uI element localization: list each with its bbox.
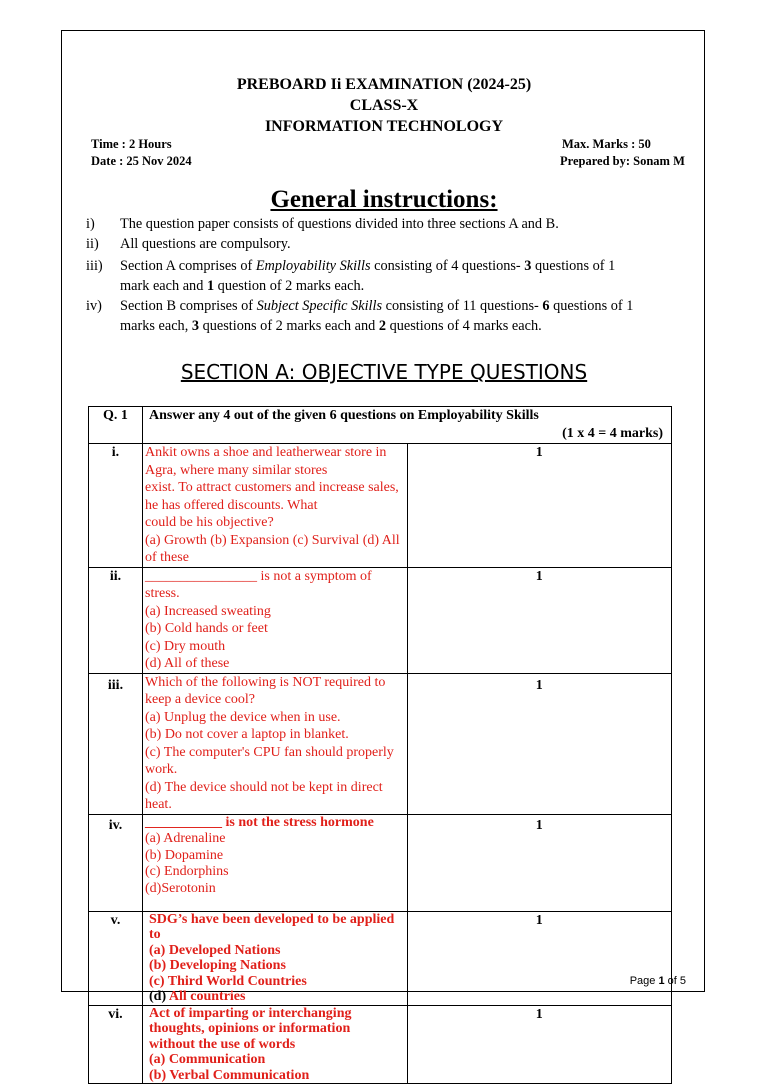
instruction-emphasis: Subject Specific Skills — [256, 298, 383, 314]
question-body — [143, 1005, 408, 1084]
date-info: Date : 25 Nov 2024 — [91, 154, 192, 168]
page-label: Page — [629, 975, 659, 987]
prepared-by-info: Prepared by: Sonam M — [560, 154, 685, 168]
question-text: SDG’s have been developed to be applied to — [149, 911, 395, 942]
table-row — [89, 911, 672, 1005]
instruction-text: question of 2 marks each. — [214, 278, 365, 294]
class-label: CLASS-X — [349, 97, 419, 114]
instruction-num: iv) — [86, 298, 102, 314]
question-num: iii. — [89, 673, 143, 814]
question-label: Q. 1 — [89, 407, 143, 444]
question-option: (c) Dry mouth — [145, 638, 226, 654]
option-text: All countries — [168, 989, 246, 1004]
section-a-title: SECTION A: OBJECTIVE TYPE QUESTIONS — [180, 360, 588, 384]
question-option: (b) Verbal Communication — [149, 1067, 310, 1083]
question-marks: 1 — [407, 444, 672, 568]
question-option: (d) The device should not be kept in direct heat. — [145, 779, 383, 812]
question-marks: 1 — [407, 567, 672, 673]
question-option: (c) Endorphins — [145, 864, 229, 879]
instruction-text: All questions are compulsory. — [120, 236, 291, 252]
table-row — [89, 1005, 672, 1084]
question-body — [143, 673, 408, 814]
instruction-item — [86, 296, 686, 336]
question-num: i. — [89, 444, 143, 568]
instruction-text: The question paper consists of questions divided into three sections A and B. — [120, 216, 559, 232]
question-marks: 1 — [407, 911, 672, 1005]
instruction-text: questions of 2 marks each and — [199, 318, 379, 334]
question-instruction: Answer any 4 out of the given 6 questions on Employability Skills — [149, 408, 539, 423]
question-marks-total: (1 x 4 = 4 marks) — [562, 425, 663, 441]
general-instructions-heading: General instructions: — [270, 186, 498, 213]
question-header — [143, 407, 672, 444]
table-row — [89, 814, 672, 911]
question-option: (b) Developing Nations — [149, 958, 286, 973]
question-option: (a) Adrenaline — [145, 831, 226, 846]
max-marks-info: Max. Marks : 50 — [562, 137, 651, 151]
question-option: (b) Dopamine — [145, 847, 224, 863]
instruction-num: iii) — [86, 258, 103, 274]
question-text: Which of the following is NOT required to keep a device cool? — [145, 674, 386, 707]
instruction-emphasis: Employability Skills — [255, 258, 371, 274]
question-text: Ankit owns a shoe and leatherwear store in Agra, where many similar stores — [145, 445, 387, 478]
table-row — [89, 407, 672, 444]
question-body — [143, 911, 408, 1005]
question-marks: 1 — [407, 673, 672, 814]
instruction-text: questions of 4 marks each. — [386, 318, 542, 334]
page-footer — [630, 975, 686, 987]
question-text: without the use of words — [149, 1036, 296, 1052]
instruction-text: consisting of 11 questions- — [382, 298, 543, 314]
instruction-text: consisting of 4 questions- — [370, 258, 525, 274]
question-body — [143, 444, 408, 568]
question-options: (a) Growth (b) Expansion (c) Survival (d) All of these — [145, 532, 400, 565]
page-number: 1 — [658, 975, 665, 987]
questions-table — [88, 406, 672, 1084]
instruction-text: marks each, — [120, 318, 192, 334]
question-option: (d) All of these — [145, 656, 230, 671]
question-body — [143, 814, 408, 911]
question-option: (a) Developed Nations — [149, 942, 281, 958]
question-num: ii. — [89, 567, 143, 673]
question-text: Act of imparting or interchanging thoughts, opinions or information — [149, 1005, 352, 1036]
question-text: ________________ is not a symptom of stress. — [145, 568, 372, 601]
table-row — [89, 567, 672, 673]
question-body — [143, 567, 408, 673]
question-num: v. — [89, 911, 143, 1005]
instruction-bold: 3 — [524, 258, 532, 274]
question-text: exist. To attract customers and increase sales, he has offered discounts. What — [145, 480, 399, 513]
question-option — [149, 989, 407, 1005]
page-total: 5 — [679, 975, 686, 987]
question-option: (c) The computer's CPU fan should properly work. — [145, 744, 394, 777]
instruction-text: questions of 1 — [531, 258, 616, 274]
time-info: Time : 2 Hours — [91, 137, 172, 151]
instruction-bold: 2 — [378, 318, 387, 334]
instruction-bold: 6 — [542, 298, 550, 314]
question-option: (b) Cold hands or feet — [145, 621, 268, 636]
question-num: vi. — [89, 1005, 143, 1084]
question-text: could be his objective? — [145, 515, 274, 530]
page-of-label: of — [664, 975, 680, 987]
instruction-text: mark each and — [120, 278, 207, 294]
question-num: iv. — [89, 814, 143, 911]
exam-title: PREBOARD Ii EXAMINATION (2024-25) — [236, 76, 532, 93]
table-row — [89, 673, 672, 814]
instruction-item — [86, 234, 686, 254]
subject-title: INFORMATION TECHNOLOGY — [264, 118, 504, 135]
instruction-text: Section B comprises of — [120, 298, 257, 314]
instruction-bold: 1 — [206, 278, 215, 294]
option-letter: (d) — [149, 989, 167, 1004]
question-option: (a) Increased sweating — [145, 603, 271, 619]
question-marks: 1 — [407, 1005, 672, 1084]
question-option: (a) Communication — [149, 1052, 266, 1067]
question-marks: 1 — [407, 814, 672, 911]
instruction-num: i) — [86, 216, 95, 232]
instruction-text: Section A comprises of — [120, 258, 256, 274]
table-row — [89, 444, 672, 568]
instruction-item — [86, 214, 686, 234]
instruction-text: questions of 1 — [549, 298, 634, 314]
instruction-bold: 3 — [191, 318, 200, 334]
question-option: (c) Third World Countries — [149, 973, 307, 989]
question-option: (d)Serotonin — [145, 880, 216, 896]
question-option: (b) Do not cover a laptop in blanket. — [145, 727, 349, 742]
instruction-item — [86, 256, 686, 296]
question-option: (a) Unplug the device when in use. — [145, 709, 341, 725]
question-text: ___________ is not the stress hormone — [145, 814, 374, 830]
instruction-num: ii) — [86, 236, 99, 252]
